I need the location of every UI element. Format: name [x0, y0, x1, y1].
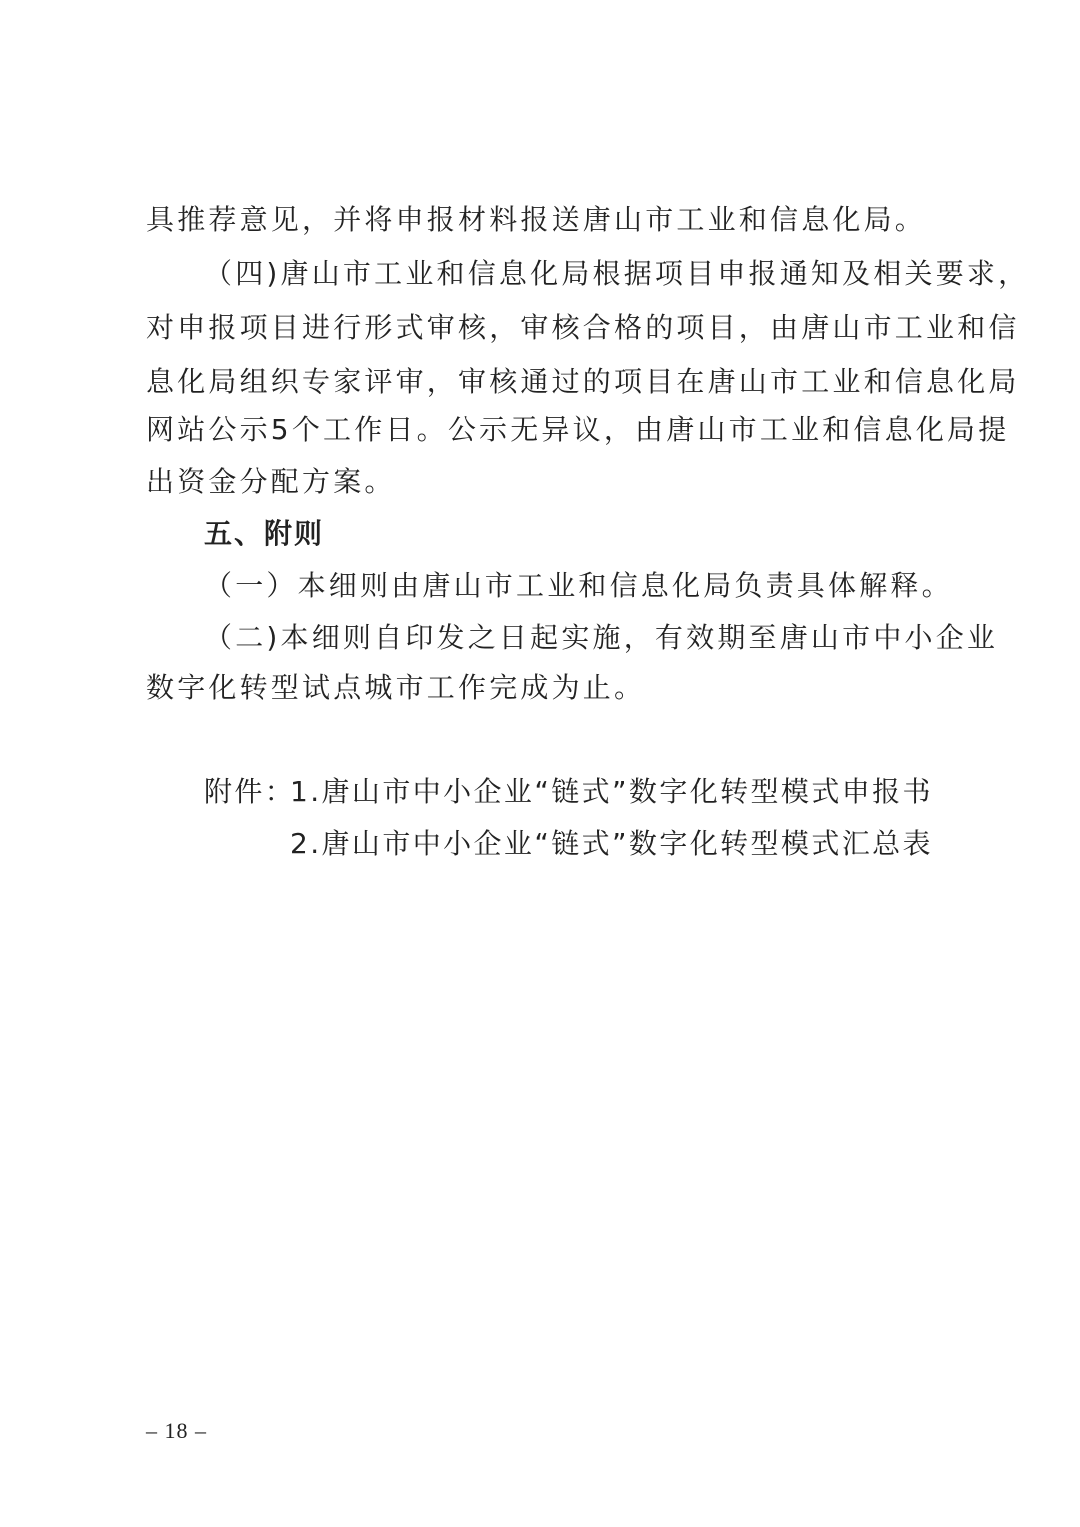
paragraph-line: 对申报项目进行形式审核，审核合格的项目，由唐山市工业和信: [146, 311, 1020, 344]
attachment-item: 2.唐山市中小企业“链式”数字化转型模式汇总表: [290, 827, 933, 860]
section-heading: 五、附则: [204, 517, 325, 550]
attachment-item: 1.唐山市中小企业“链式”数字化转型模式申报书: [290, 775, 933, 808]
section-item: （一）本细则由唐山市工业和信息化局负责具体解释。: [204, 569, 953, 602]
attachment-label: 附件：: [204, 775, 296, 808]
paragraph-line: 出资金分配方案。: [146, 465, 396, 498]
section-item-continuation: 数字化转型试点城市工作完成为止。: [146, 671, 646, 704]
paragraph-line: 网站公示5个工作日。公示无异议，由唐山市工业和信息化局提: [146, 413, 1010, 446]
paragraph-line: 息化局组织专家评审，审核通过的项目在唐山市工业和信息化局: [146, 365, 1020, 398]
paragraph-line: 具推荐意见，并将申报材料报送唐山市工业和信息化局。: [146, 203, 927, 236]
section-item: （二)本细则自印发之日起实施，有效期至唐山市中小企业: [204, 621, 999, 654]
paragraph-line: （四)唐山市工业和信息化局根据项目申报通知及相关要求，: [204, 257, 1030, 290]
page-number: – 18 –: [146, 1418, 207, 1443]
